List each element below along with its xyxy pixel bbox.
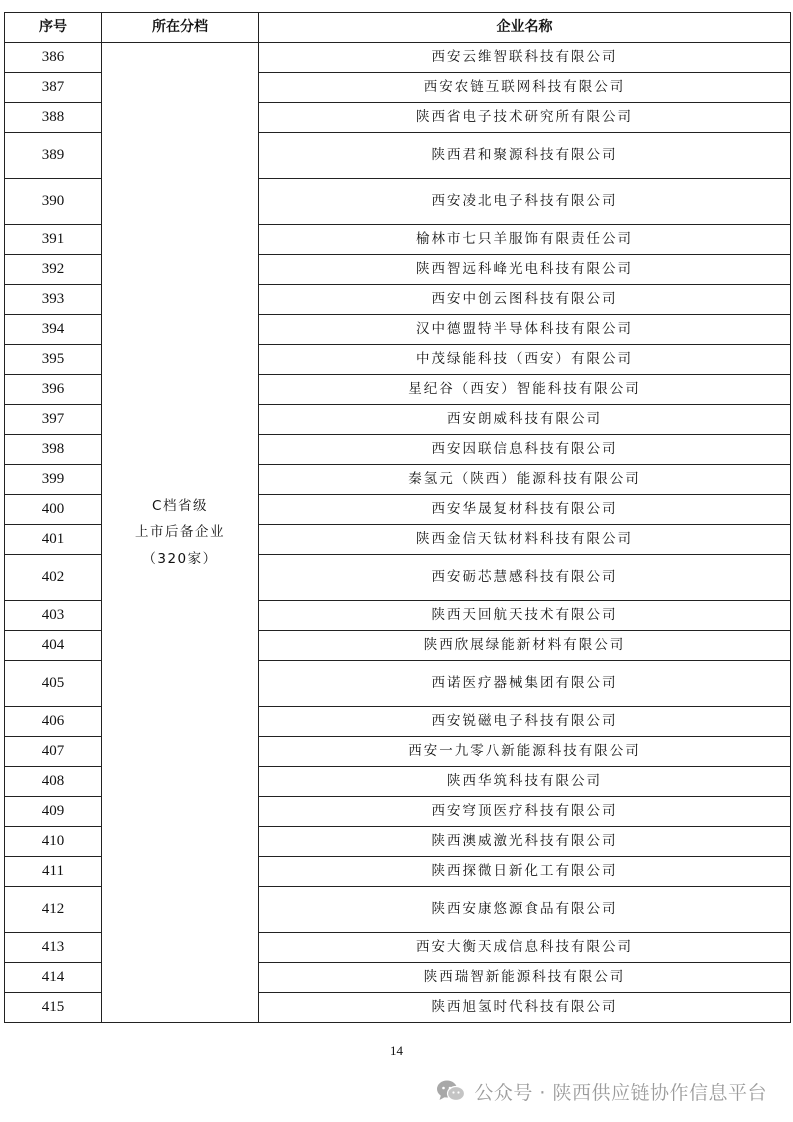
company-name: 西安大衡天成信息科技有限公司	[259, 933, 791, 963]
row-index: 407	[5, 737, 102, 767]
company-name: 西安穹顶医疗科技有限公司	[259, 797, 791, 827]
company-name: 陕西欣展绿能新材料有限公司	[259, 631, 791, 661]
tier-label-line3: （320家）	[142, 550, 218, 567]
row-index: 388	[5, 103, 102, 133]
company-name: 陕西省电子技术研究所有限公司	[259, 103, 791, 133]
row-index: 395	[5, 345, 102, 375]
row-index: 413	[5, 933, 102, 963]
table-body	[5, 43, 791, 1023]
tier-label-line2: 上市后备企业	[135, 524, 225, 541]
company-name: 西安因联信息科技有限公司	[259, 435, 791, 465]
row-index: 405	[5, 661, 102, 707]
row-index: 399	[5, 465, 102, 495]
header-tier: 所在分档	[102, 13, 259, 43]
row-index: 403	[5, 601, 102, 631]
company-name: 陕西华筑科技有限公司	[259, 767, 791, 797]
row-index: 391	[5, 225, 102, 255]
company-name: 秦氢元（陕西）能源科技有限公司	[259, 465, 791, 495]
row-index: 397	[5, 405, 102, 435]
row-index: 408	[5, 767, 102, 797]
company-name: 陕西君和聚源科技有限公司	[259, 133, 791, 179]
row-index: 400	[5, 495, 102, 525]
row-index: 392	[5, 255, 102, 285]
enterprise-table	[4, 12, 791, 1023]
tier-label-line1: C档省级	[152, 498, 208, 515]
company-name: 西安云维智联科技有限公司	[259, 43, 791, 73]
company-name: 陕西旭氢时代科技有限公司	[259, 993, 791, 1023]
company-name: 西诺医疗器械集团有限公司	[259, 661, 791, 707]
row-index: 386	[5, 43, 102, 73]
company-name: 陕西瑞智新能源科技有限公司	[259, 963, 791, 993]
table-header-row	[5, 13, 791, 43]
company-name: 西安朗威科技有限公司	[259, 405, 791, 435]
row-index: 412	[5, 887, 102, 933]
company-name: 陕西安康悠源食品有限公司	[259, 887, 791, 933]
row-index: 410	[5, 827, 102, 857]
company-name: 西安砺芯慧感科技有限公司	[259, 555, 791, 601]
watermark	[436, 1078, 767, 1104]
row-index: 390	[5, 179, 102, 225]
tier-cell	[102, 43, 259, 1023]
company-name: 中茂绿能科技（西安）有限公司	[259, 345, 791, 375]
company-name: 西安华晟复材科技有限公司	[259, 495, 791, 525]
company-name: 陕西金信天钛材料科技有限公司	[259, 525, 791, 555]
row-index: 394	[5, 315, 102, 345]
row-index: 402	[5, 555, 102, 601]
row-index: 398	[5, 435, 102, 465]
company-name: 陕西天回航天技术有限公司	[259, 601, 791, 631]
page-number: 14	[390, 1043, 403, 1058]
row-index: 393	[5, 285, 102, 315]
row-index: 406	[5, 707, 102, 737]
header-company: 企业名称	[259, 13, 791, 43]
company-name: 陕西智远科峰光电科技有限公司	[259, 255, 791, 285]
company-name: 陕西澳威激光科技有限公司	[259, 827, 791, 857]
company-name: 西安中创云图科技有限公司	[259, 285, 791, 315]
company-name: 陕西探微日新化工有限公司	[259, 857, 791, 887]
row-index: 396	[5, 375, 102, 405]
company-name: 西安锐磁电子科技有限公司	[259, 707, 791, 737]
company-name: 榆林市七只羊服饰有限责任公司	[259, 225, 791, 255]
watermark-text: 公众号 · 陕西供应链协作信息平台	[474, 1081, 767, 1104]
row-index: 387	[5, 73, 102, 103]
row-index: 415	[5, 993, 102, 1023]
table-row	[5, 43, 791, 73]
row-index: 409	[5, 797, 102, 827]
company-name: 汉中德盟特半导体科技有限公司	[259, 315, 791, 345]
company-name: 西安凌北电子科技有限公司	[259, 179, 791, 225]
row-index: 411	[5, 857, 102, 887]
row-index: 414	[5, 963, 102, 993]
header-index: 序号	[5, 13, 102, 43]
row-index: 389	[5, 133, 102, 179]
wechat-icon	[436, 1079, 466, 1103]
company-name: 星纪谷（西安）智能科技有限公司	[259, 375, 791, 405]
row-index: 404	[5, 631, 102, 661]
company-name: 西安一九零八新能源科技有限公司	[259, 737, 791, 767]
company-name: 西安农链互联网科技有限公司	[259, 73, 791, 103]
row-index: 401	[5, 525, 102, 555]
